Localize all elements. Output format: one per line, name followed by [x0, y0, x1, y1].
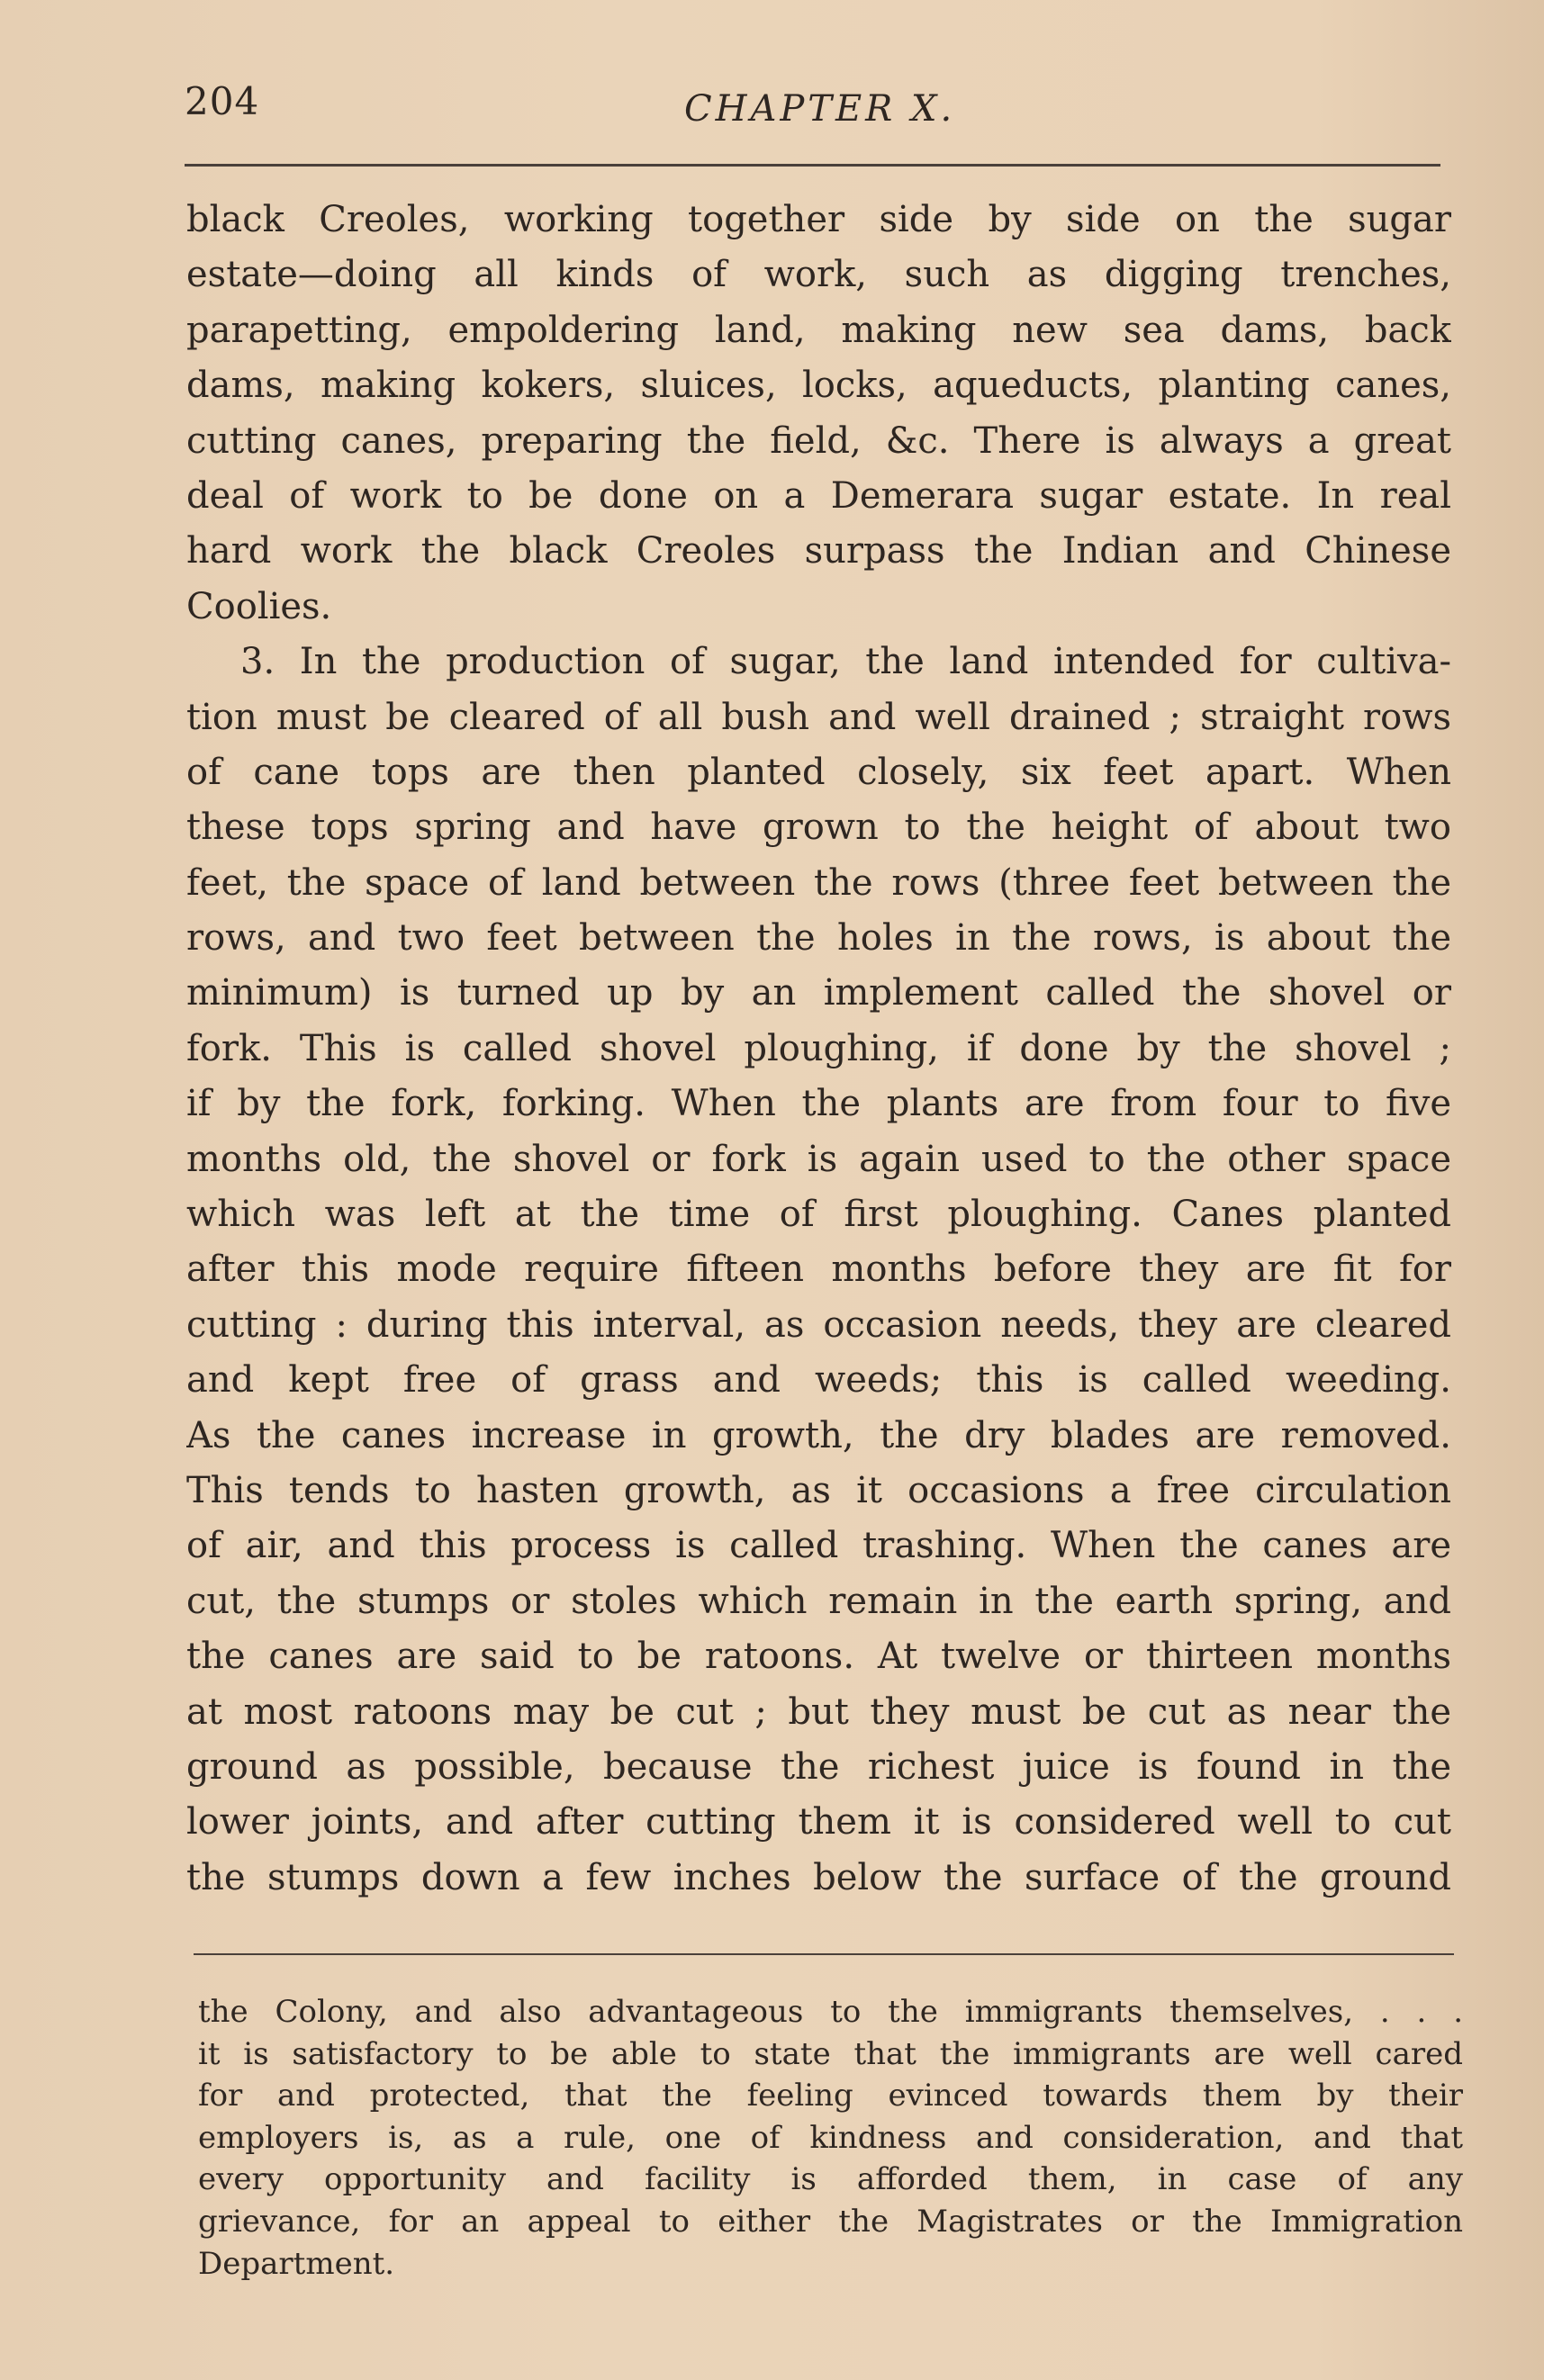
- text-line: feet, the space of land between the rows (three feet between the: [186, 861, 1451, 904]
- text-line: 3. In the production of sugar, the land intended for cultiva-: [240, 641, 1451, 683]
- text-line: deal of work to be done on a Demerara sugar estate. In real: [186, 474, 1451, 517]
- footnote-line: it is satisfactory to be able to state that the immigrants are well cared: [198, 2035, 1463, 2072]
- text-line: lower joints, and after cutting them it is considered well to cut: [186, 1801, 1451, 1844]
- footnote-line: grievance, for an appeal to either the Magistrates or the Immigration: [198, 2203, 1463, 2240]
- footnote-line: Department.: [198, 2245, 395, 2282]
- text-line: Coolies.: [186, 585, 332, 627]
- text-line: ground as possible, because the richest juice is found in the: [186, 1745, 1451, 1788]
- text-line: months old, the shovel or fork is again used to the other space: [186, 1138, 1451, 1180]
- running-header: [185, 79, 1445, 142]
- text-line: these tops spring and have grown to the height of about two: [186, 807, 1451, 849]
- text-line: at most ratoons may be cut ; but they must be cut as near the: [186, 1690, 1451, 1733]
- text-line: minimum) is turned up by an implement called the shovel or: [186, 972, 1451, 1014]
- text-line: the canes are said to be ratoons. At twelve or thirteen months: [186, 1636, 1451, 1678]
- text-line: after this mode require fifteen months before they are fit for: [186, 1249, 1451, 1291]
- text-line: and kept free of grass and weeds; this is called weeding.: [186, 1359, 1451, 1402]
- text-line: This tends to hasten growth, as it occasions a free circulation: [186, 1469, 1451, 1511]
- text-line: hard work the black Creoles surpass the Indian and Chinese: [186, 530, 1451, 572]
- footnote-rule: [194, 1953, 1454, 1955]
- text-line: if by the fork, forking. When the plants are from four to five: [186, 1083, 1451, 1125]
- text-line: black Creoles, working together side by side on the sugar: [186, 199, 1451, 240]
- text-line: dams, making kokers, sluices, locks, aqueducts, planting canes,: [186, 365, 1451, 407]
- header-rule: [185, 164, 1440, 167]
- footnote-line: employers is, as a rule, one of kindness and consideration, and that: [198, 2119, 1463, 2156]
- text-line: As the canes increase in growth, the dry blades are removed.: [186, 1414, 1451, 1456]
- footnote-line: every opportunity and facility is afforded them, in case of any: [198, 2161, 1463, 2198]
- text-line: the stumps down a few inches below the surface of the ground: [186, 1856, 1451, 1898]
- text-line: estate—doing all kinds of work, such as digging trenches,: [186, 254, 1451, 296]
- text-line: of air, and this process is called trashing. When the canes are: [186, 1525, 1451, 1567]
- footnote-line: for and protected, that the feeling evinced towards them by their: [198, 2078, 1463, 2114]
- text-line: parapetting, empoldering land, making new sea dams, back: [186, 309, 1451, 351]
- footnote-line: the Colony, and also advantageous to the immigrants themselves, . . .: [198, 1994, 1463, 2030]
- footnote: [198, 1991, 1463, 2285]
- main-text: [186, 193, 1451, 1906]
- text-line: cutting canes, preparing the field, &c. There is always a great: [186, 419, 1451, 462]
- text-line: cutting : during this interval, as occasion needs, they are cleared: [186, 1303, 1451, 1346]
- text-line: cut, the stumps or stoles which remain in the earth spring, and: [186, 1580, 1451, 1622]
- text-line: fork. This is called shovel ploughing, if done by the shovel ;: [186, 1027, 1451, 1069]
- text-line: tion must be cleared of all bush and well drained ; straight rows: [186, 696, 1451, 738]
- chapter-title: CHAPTER X.: [684, 88, 956, 130]
- text-line: rows, and two feet between the holes in the rows, is about the: [186, 917, 1451, 960]
- text-line: of cane tops are then planted closely, six feet apart. When: [186, 751, 1451, 793]
- text-line: which was left at the time of first ploughing. Canes planted: [186, 1194, 1451, 1236]
- page-number: 204: [185, 79, 260, 123]
